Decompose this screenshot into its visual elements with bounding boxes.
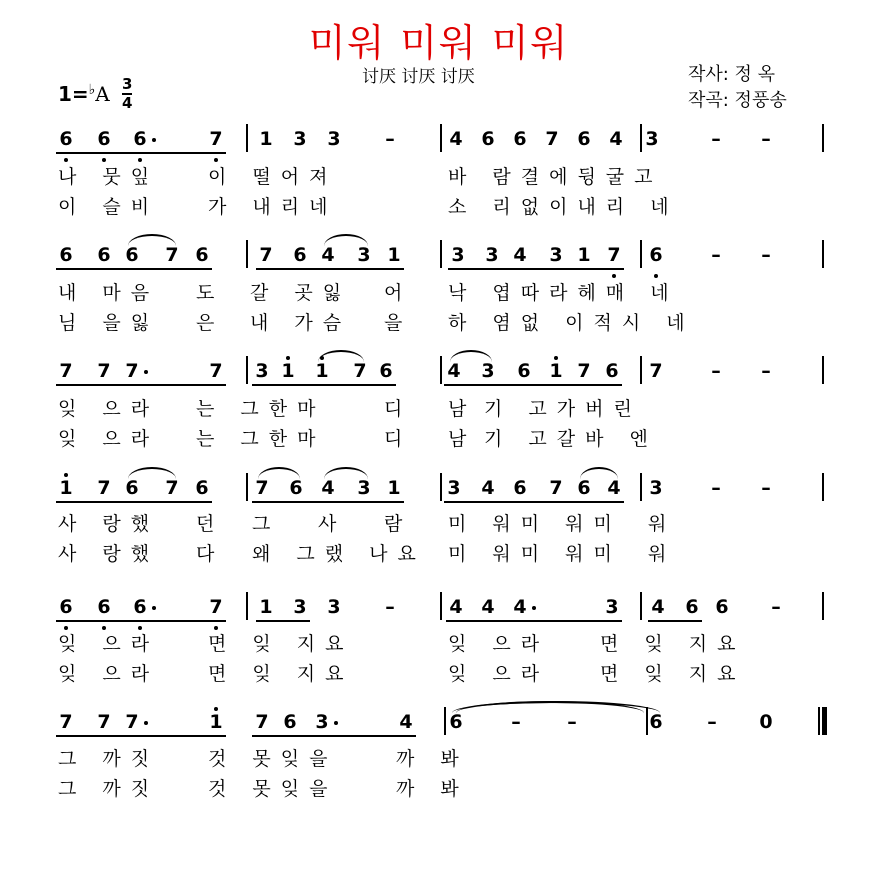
note: 6 — [577, 477, 591, 499]
bar-line — [822, 240, 824, 268]
dash-mark: – — [711, 477, 721, 499]
note: 7 — [125, 711, 139, 733]
note: 7 — [165, 477, 179, 499]
duration-underline — [252, 501, 404, 503]
dash-mark: – — [707, 711, 717, 733]
note: 3 — [327, 596, 341, 618]
dash-mark: – — [511, 711, 521, 733]
note: 3 — [451, 244, 465, 266]
low-octave-dot — [654, 274, 658, 278]
lyric-segment: 것 못잊을 — [208, 748, 338, 770]
note: 4 — [609, 128, 623, 150]
lyric-segment: 내 마음 — [58, 282, 160, 304]
duration-underline — [56, 501, 212, 503]
lyric-segment: 이 슬비 — [58, 196, 160, 218]
note: 1 — [259, 128, 273, 150]
note: 6 — [59, 596, 73, 618]
note: 1 — [387, 244, 401, 266]
duration-underline — [256, 268, 404, 270]
note: 6 — [517, 360, 531, 382]
note: 3 — [605, 596, 619, 618]
lyric-segment: 남 — [448, 398, 477, 420]
song-subtitle: 讨厌 讨厌 讨厌 — [362, 67, 475, 87]
lyric-segment: 는 그한마 — [196, 398, 326, 420]
tie-slur — [128, 467, 176, 479]
dash-mark: – — [385, 128, 395, 150]
note: 6 — [577, 128, 591, 150]
high-octave-dot — [554, 356, 558, 360]
low-octave-dot — [612, 274, 616, 278]
duration-underline — [446, 620, 622, 622]
dash-mark: – — [385, 596, 395, 618]
lyric-segment: 워 — [648, 513, 677, 535]
dash-mark: – — [771, 596, 781, 618]
note: 6 — [97, 128, 111, 150]
lyric-segment: 면 잊 지요 — [208, 663, 354, 685]
note: 6 — [133, 128, 147, 150]
note: 1 — [59, 477, 73, 499]
note: 6 — [97, 596, 111, 618]
bar-line — [440, 473, 442, 501]
note: 7 — [607, 244, 621, 266]
note: 7 — [97, 477, 111, 499]
low-octave-dot — [102, 626, 106, 630]
tie-slur — [324, 234, 368, 246]
high-octave-dot — [286, 356, 290, 360]
lyric-segment: 미 워미 워미 — [448, 543, 622, 565]
note: 7 — [209, 128, 223, 150]
note: 6 — [685, 596, 699, 618]
lyric-segment: 면 잊 지요 — [208, 633, 354, 655]
lyric-segment: 그 까짓 — [58, 778, 160, 800]
tie-slur — [324, 467, 368, 479]
lyric-segment: 은 — [196, 312, 225, 334]
note: 1 — [549, 360, 563, 382]
note: 6 — [449, 711, 463, 733]
note: 3 — [357, 477, 371, 499]
note: 3 — [357, 244, 371, 266]
lyric-segment: 미 워미 워미 — [448, 513, 622, 535]
bar-line — [246, 592, 248, 620]
note: 3 — [293, 128, 307, 150]
bar-line — [246, 240, 248, 268]
duration-underline — [444, 501, 624, 503]
note: 7 — [97, 360, 111, 382]
note: 3 — [645, 128, 659, 150]
note: 6 — [649, 244, 663, 266]
note: 6 — [59, 244, 73, 266]
lyric-segment: 람 — [384, 513, 413, 535]
note: 1 — [209, 711, 223, 733]
note: 6 — [649, 711, 663, 733]
bar-line — [444, 707, 446, 735]
lyric-segment: 잊 으라 — [448, 633, 550, 655]
note: 6 — [283, 711, 297, 733]
bar-line — [246, 356, 248, 384]
lyric-segment: 잊 으라 — [58, 398, 160, 420]
tie-slur — [580, 467, 618, 479]
note: 7 — [209, 596, 223, 618]
note: 3 — [315, 711, 329, 733]
note: 4 — [321, 477, 335, 499]
note: 4 — [513, 244, 527, 266]
low-octave-dot — [64, 158, 68, 162]
tie-slur — [128, 234, 176, 246]
note: 4 — [447, 360, 461, 382]
bar-line — [440, 124, 442, 152]
dash-mark: – — [761, 244, 771, 266]
tie-slur — [318, 350, 364, 362]
high-octave-dot — [214, 707, 218, 711]
note: 4 — [449, 596, 463, 618]
augmentation-dot — [334, 721, 338, 725]
dash-mark: – — [711, 244, 721, 266]
note: 3 — [255, 360, 269, 382]
lyric-segment: 내 가슴 — [250, 312, 352, 334]
duration-underline — [256, 620, 310, 622]
bar-line — [246, 124, 248, 152]
note: 1 — [259, 596, 273, 618]
note: 6 — [513, 128, 527, 150]
lyric-segment: 잊 으라 — [58, 633, 160, 655]
tie-slur — [450, 350, 492, 362]
song-title: 미워 미워 미워 — [308, 21, 570, 65]
note: 6 — [59, 128, 73, 150]
note: 6 — [715, 596, 729, 618]
note: 1 — [577, 244, 591, 266]
duration-underline — [648, 620, 702, 622]
note: 3 — [649, 477, 663, 499]
augmentation-dot — [152, 138, 156, 142]
note: 4 — [651, 596, 665, 618]
note: 6 — [379, 360, 393, 382]
lyric-segment: 나 뭇잎 — [58, 166, 160, 188]
note: 3 — [293, 596, 307, 618]
lyric-segment: 남 — [448, 428, 477, 450]
note: 6 — [513, 477, 527, 499]
duration-underline — [56, 268, 212, 270]
lyric-segment: 사 — [318, 513, 347, 535]
lyric-segment: 것 못잊을 — [208, 778, 338, 800]
bar-line — [640, 473, 642, 501]
lyric-segment: 디 — [384, 428, 413, 450]
note: 1 — [387, 477, 401, 499]
note: 6 — [289, 477, 303, 499]
note: 7 — [125, 360, 139, 382]
lyric-segment: 기 고가버린 — [484, 398, 642, 420]
time-signature: 3 4 — [122, 75, 133, 112]
lyric-segment: 님 을잃 — [58, 312, 160, 334]
composer-credit: 작곡: 정풍송 — [688, 90, 787, 111]
note: 7 — [545, 128, 559, 150]
bar-line — [246, 473, 248, 501]
note: 3 — [447, 477, 461, 499]
lyric-segment: 던 — [196, 513, 225, 535]
lyric-segment: 그 — [252, 513, 281, 535]
note: 4 — [481, 477, 495, 499]
dash-mark: – — [711, 128, 721, 150]
note: 6 — [125, 477, 139, 499]
lyric-segment: 왜 그랬 나요 — [252, 543, 426, 565]
lyric-segment: 까 봐 — [396, 778, 469, 800]
dash-mark: – — [761, 128, 771, 150]
bar-line — [440, 356, 442, 384]
lyric-segment: 을 — [384, 312, 413, 334]
augmentation-dot — [144, 370, 148, 374]
duration-underline — [448, 268, 624, 270]
key-signature: 1=♭A — [58, 82, 110, 106]
note: 6 — [481, 128, 495, 150]
dash-mark: – — [761, 477, 771, 499]
bar-line — [640, 124, 642, 152]
bar-line — [640, 356, 642, 384]
bar-line — [822, 592, 824, 620]
bar-line — [818, 707, 820, 735]
lyric-segment: 어 — [384, 282, 413, 304]
low-octave-dot — [138, 158, 142, 162]
duration-underline — [56, 152, 226, 154]
note: 3 — [327, 128, 341, 150]
tie-slur — [258, 467, 300, 479]
note: 7 — [259, 244, 273, 266]
note: 6 — [125, 244, 139, 266]
note: 6 — [605, 360, 619, 382]
final-bar-line — [822, 707, 827, 735]
note: 7 — [577, 360, 591, 382]
dash-mark: – — [567, 711, 577, 733]
bar-line — [640, 240, 642, 268]
augmentation-dot — [144, 721, 148, 725]
duration-underline — [56, 735, 226, 737]
low-octave-dot — [102, 158, 106, 162]
note: 7 — [353, 360, 367, 382]
bar-line — [822, 356, 824, 384]
low-octave-dot — [214, 626, 218, 630]
note: 3 — [481, 360, 495, 382]
note: 4 — [449, 128, 463, 150]
lyric-segment: 도 — [196, 282, 225, 304]
augmentation-dot — [532, 606, 536, 610]
note: 3 — [485, 244, 499, 266]
note: 7 — [549, 477, 563, 499]
lyric-segment: 면 잊 지요 — [600, 663, 746, 685]
bar-line — [440, 240, 442, 268]
duration-underline — [252, 384, 396, 386]
duration-underline — [56, 620, 226, 622]
bar-line — [822, 124, 824, 152]
note: 7 — [97, 711, 111, 733]
lyric-segment: 잊 으라 — [58, 428, 160, 450]
lyric-segment: 워 — [648, 543, 677, 565]
note: 7 — [255, 477, 269, 499]
lyric-segment: 다 — [196, 543, 225, 565]
bar-line — [440, 592, 442, 620]
note: 1 — [281, 360, 295, 382]
note: 4 — [513, 596, 527, 618]
lyric-segment: 하 염없 이적시 네 — [448, 312, 695, 334]
note: 7 — [209, 360, 223, 382]
note: 6 — [195, 477, 209, 499]
lyric-segment: 가 내리네 — [208, 196, 338, 218]
low-octave-dot — [138, 626, 142, 630]
lyric-segment: 사 랑했 — [58, 543, 160, 565]
lyric-segment: 소 리없이내리 네 — [448, 196, 679, 218]
note: 6 — [293, 244, 307, 266]
note: 7 — [649, 360, 663, 382]
note: 7 — [59, 360, 73, 382]
note: 7 — [59, 711, 73, 733]
lyric-segment: 디 — [384, 398, 413, 420]
note: 7 — [165, 244, 179, 266]
note: 6 — [133, 596, 147, 618]
duration-underline — [444, 384, 622, 386]
note: 1 — [315, 360, 329, 382]
note: 4 — [481, 596, 495, 618]
low-octave-dot — [214, 158, 218, 162]
note: 7 — [255, 711, 269, 733]
low-octave-dot — [64, 626, 68, 630]
note: 4 — [399, 711, 413, 733]
lyric-segment: 갈 곳잃 — [250, 282, 352, 304]
high-octave-dot — [64, 473, 68, 477]
note: 6 — [97, 244, 111, 266]
lyric-segment: 그 까짓 — [58, 748, 160, 770]
lyric-segment: 사 랑했 — [58, 513, 160, 535]
duration-underline — [252, 735, 416, 737]
bar-line — [822, 473, 824, 501]
lyric-segment: 기 고갈바 엔 — [484, 428, 658, 450]
lyric-segment: 면 잊 지요 — [600, 633, 746, 655]
dash-mark: – — [761, 360, 771, 382]
lyric-segment: 낙 엽따라헤매 네 — [448, 282, 679, 304]
note: 3 — [549, 244, 563, 266]
note: 4 — [321, 244, 335, 266]
duration-underline — [56, 384, 226, 386]
lyricist-credit: 작사: 정 옥 — [688, 64, 776, 85]
bar-line — [640, 592, 642, 620]
lyric-segment: 잊 으라 — [58, 663, 160, 685]
lyric-segment: 는 그한마 — [196, 428, 326, 450]
augmentation-dot — [152, 606, 156, 610]
lyric-segment: 까 봐 — [396, 748, 469, 770]
note: 4 — [607, 477, 621, 499]
note: 0 — [759, 711, 773, 733]
bar-line — [646, 707, 648, 735]
lyric-segment: 바 람결에뒹굴고 — [448, 166, 663, 188]
lyric-segment: 이 떨어져 — [208, 166, 338, 188]
dash-mark: – — [711, 360, 721, 382]
lyric-segment: 잊 으라 — [448, 663, 550, 685]
note: 6 — [195, 244, 209, 266]
